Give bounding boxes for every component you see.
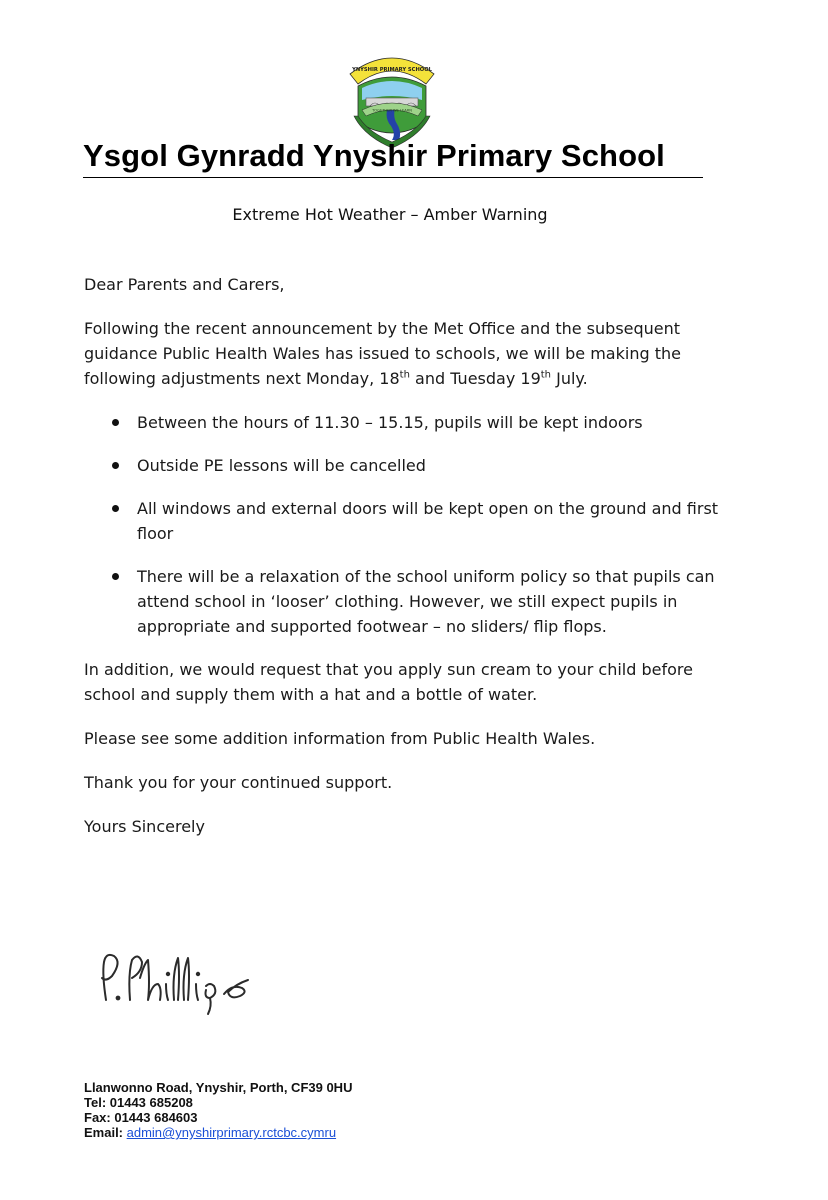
signature-image <box>92 944 282 1016</box>
notice-title: Extreme Hot Weather – Amber Warning <box>232 205 548 224</box>
greeting: Dear Parents and Carers, <box>84 275 285 294</box>
email-link[interactable]: admin@ynyshirprimary.rctcbc.cymru <box>126 1125 337 1140</box>
fax-line: Fax: 01443 684603 <box>84 1110 198 1125</box>
email-label: Email: <box>84 1125 127 1140</box>
svg-text:TOGETHER WE LEARN: TOGETHER WE LEARN <box>372 108 412 113</box>
intro-paragraph: Following the recent announcement by the Met Office and the subsequent guidance Public Health Wales has issued to schools, we will be making the following adjustments next Monday, 18th and Tuesday 19th July. <box>84 319 681 388</box>
letter-body <box>84 272 724 858</box>
email-line <box>84 1125 352 1140</box>
adjustments-list <box>84 410 724 639</box>
contact-footer <box>84 1080 352 1140</box>
bullet-icon <box>112 419 119 426</box>
svg-text:YNYSHIR PRIMARY SCHOOL: YNYSHIR PRIMARY SCHOOL <box>352 67 432 73</box>
bullet-icon <box>112 573 119 580</box>
telephone-line: Tel: 01443 685208 <box>84 1095 193 1110</box>
school-crest-logo <box>344 44 440 150</box>
addition-paragraph: In addition, we would request that you apply sun cream to your child before school and supply them with a hat and a bottle of water. <box>84 660 693 704</box>
heading-divider <box>83 177 703 178</box>
list-item: There will be a relaxation of the school uniform policy so that pupils can attend school in ‘looser’ clothing. However, we still expect pupils in appropriate and supported footwear – no sliders/ flip flops. <box>84 564 724 639</box>
school-name-heading: Ysgol Gynradd Ynyshir Primary School <box>83 138 665 173</box>
thanks-paragraph: Thank you for your continued support. <box>84 773 393 792</box>
bullet-icon <box>112 505 119 512</box>
address-line: Llanwonno Road, Ynyshir, Porth, CF39 0HU <box>84 1080 353 1095</box>
list-item: Outside PE lessons will be cancelled <box>84 453 724 478</box>
info-paragraph: Please see some addition information from Public Health Wales. <box>84 729 596 748</box>
list-item: All windows and external doors will be kept open on the ground and first floor <box>84 496 724 546</box>
list-item: Between the hours of 11.30 – 15.15, pupils will be kept indoors <box>84 410 724 435</box>
bullet-icon <box>112 462 119 469</box>
closing: Yours Sincerely <box>84 817 205 836</box>
